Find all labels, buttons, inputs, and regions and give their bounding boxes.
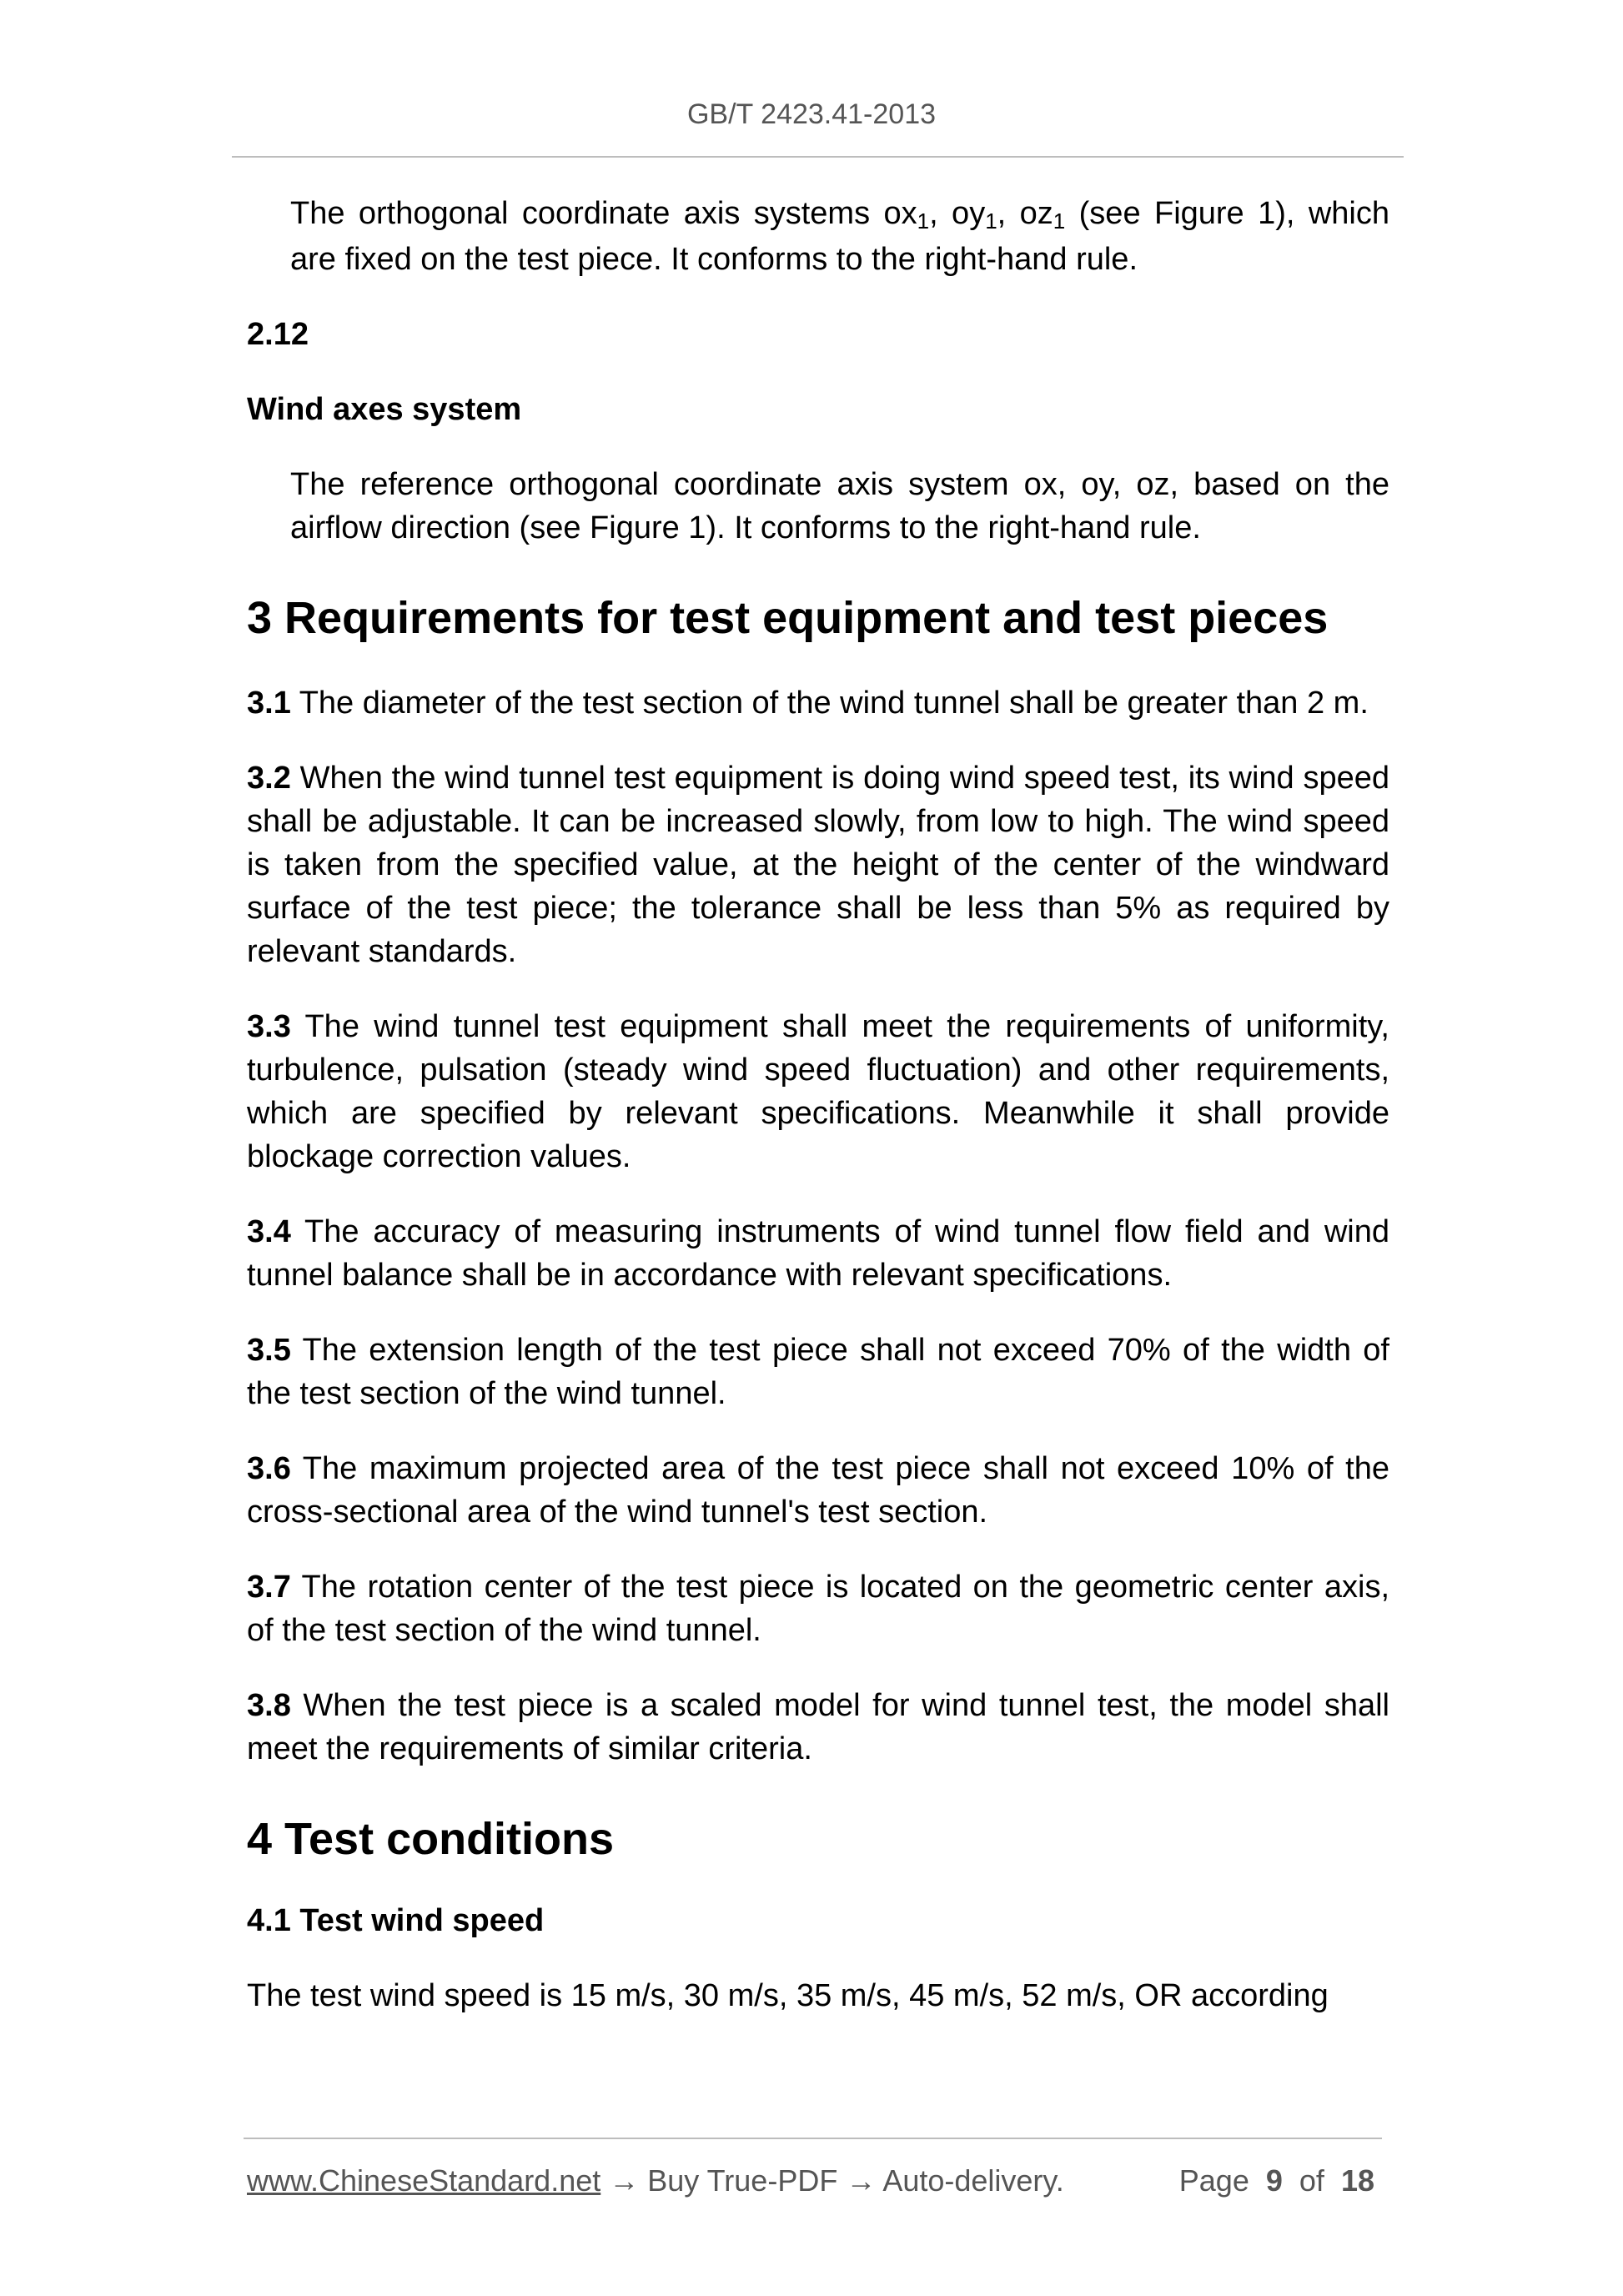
section-3-clauses <box>247 681 1389 1771</box>
website-link[interactable]: www.ChineseStandard.net <box>247 2163 601 2198</box>
clause-text: The accuracy of measuring instruments of wind tunnel flow field and wind tunnel balance shall be in accordance with relevant specifications. <box>247 1214 1389 1293</box>
page-label: Page <box>1178 2163 1249 2198</box>
of-label: of <box>1299 2163 1324 2198</box>
clause-num: 3.3 <box>247 1009 291 1044</box>
running-header: GB/T 2423.41-2013 <box>686 98 937 130</box>
term-definition: The reference orthogonal coordinate axis system ox, oy, oz, based on the airflow direction (see Figure 1). It conforms to the right-hand rule. <box>290 467 1389 545</box>
footer-divider <box>244 2138 1382 2139</box>
clause-num: 3.7 <box>247 1570 291 1605</box>
clause-3-8 <box>247 1684 1389 1771</box>
subscript-2: 1 <box>985 208 997 234</box>
clause-num: 3.6 <box>247 1451 291 1486</box>
subscript-1: 1 <box>917 208 930 234</box>
clause-3-6 <box>247 1447 1389 1534</box>
term-wind-axes-system: Wind axes system <box>247 392 522 427</box>
clause-3-2 <box>247 756 1389 973</box>
clause-text: The maximum projected area of the test piece shall not exceed 10% of the cross-sectional area of the wind tunnel's test section. <box>247 1451 1389 1530</box>
intro-text-d: (see Figure 1), which are fixed on the test piece. It conforms to the right-hand rule. <box>290 196 1390 277</box>
intro-paragraph <box>290 192 1389 281</box>
clause-text: When the test piece is a scaled model for wind tunnel test, the model shall meet the requirements of similar criteria. <box>247 1688 1389 1766</box>
clause-3-1 <box>247 681 1389 725</box>
total-pages: 18 <box>1340 2163 1374 2198</box>
clause-text: The wind tunnel test equipment shall meet the requirements of uniformity, turbulence, pulsation (steady wind speed fluctuation) and other requirements, which are specified by relevant specifications. Meanwhile it shall provide blockage correction values. <box>247 1009 1389 1174</box>
clause-4-1-heading: 4.1 Test wind speed <box>247 1903 545 1938</box>
clause-num: 3.2 <box>247 761 291 796</box>
clause-text: The rotation center of the test piece is located on the geometric center axis, of the test section of the wind tunnel. <box>247 1570 1389 1648</box>
footer-promo <box>247 2163 1064 2198</box>
subscript-3: 1 <box>1053 208 1066 234</box>
clause-num: 3.8 <box>247 1688 291 1723</box>
clause-text: The extension length of the test piece shall not exceed 70% of the width of the test section of the wind tunnel. <box>247 1333 1389 1411</box>
clause-num: 3.1 <box>247 686 291 721</box>
clause-3-5 <box>247 1329 1389 1415</box>
page-indicator <box>1179 2163 1374 2198</box>
clause-3-7 <box>247 1565 1389 1652</box>
clause-text: When the wind tunnel test equipment is doing wind speed test, its wind speed shall be adjustable. It can be increased slowly, from low to high. The wind speed is taken from the specified value, at the height of the center of the windward surface of the test piece; the tolerance shall be less than 5% as required by relevant standards. <box>247 761 1389 969</box>
clause-text: The diameter of the test section of the wind tunnel shall be greater than 2 m. <box>290 686 1369 721</box>
footer-promo-text: → Buy True-PDF → Auto-delivery. <box>600 2163 1064 2198</box>
clause-4-1-text: The test wind speed is 15 m/s, 30 m/s, 35 m/s, 45 m/s, 52 m/s, OR according <box>247 1978 1329 2013</box>
clause-3-3 <box>247 1005 1389 1178</box>
clause-number-2-12: 2.12 <box>247 317 309 352</box>
intro-text-a: The orthogonal coordinate axis systems ox <box>290 196 917 231</box>
clause-num: 3.4 <box>247 1214 291 1249</box>
header-divider <box>232 156 1404 158</box>
section-4-heading: 4 Test conditions <box>247 1814 615 1864</box>
clause-num: 3.5 <box>247 1333 291 1368</box>
intro-text-c: , oz <box>997 196 1053 231</box>
section-3-heading: 3 Requirements for test equipment and test pieces <box>247 593 1329 643</box>
intro-text-b: , oy <box>929 196 986 231</box>
clause-3-4 <box>247 1210 1389 1297</box>
current-page-number: 9 <box>1265 2163 1283 2198</box>
page-content <box>247 192 1389 2017</box>
